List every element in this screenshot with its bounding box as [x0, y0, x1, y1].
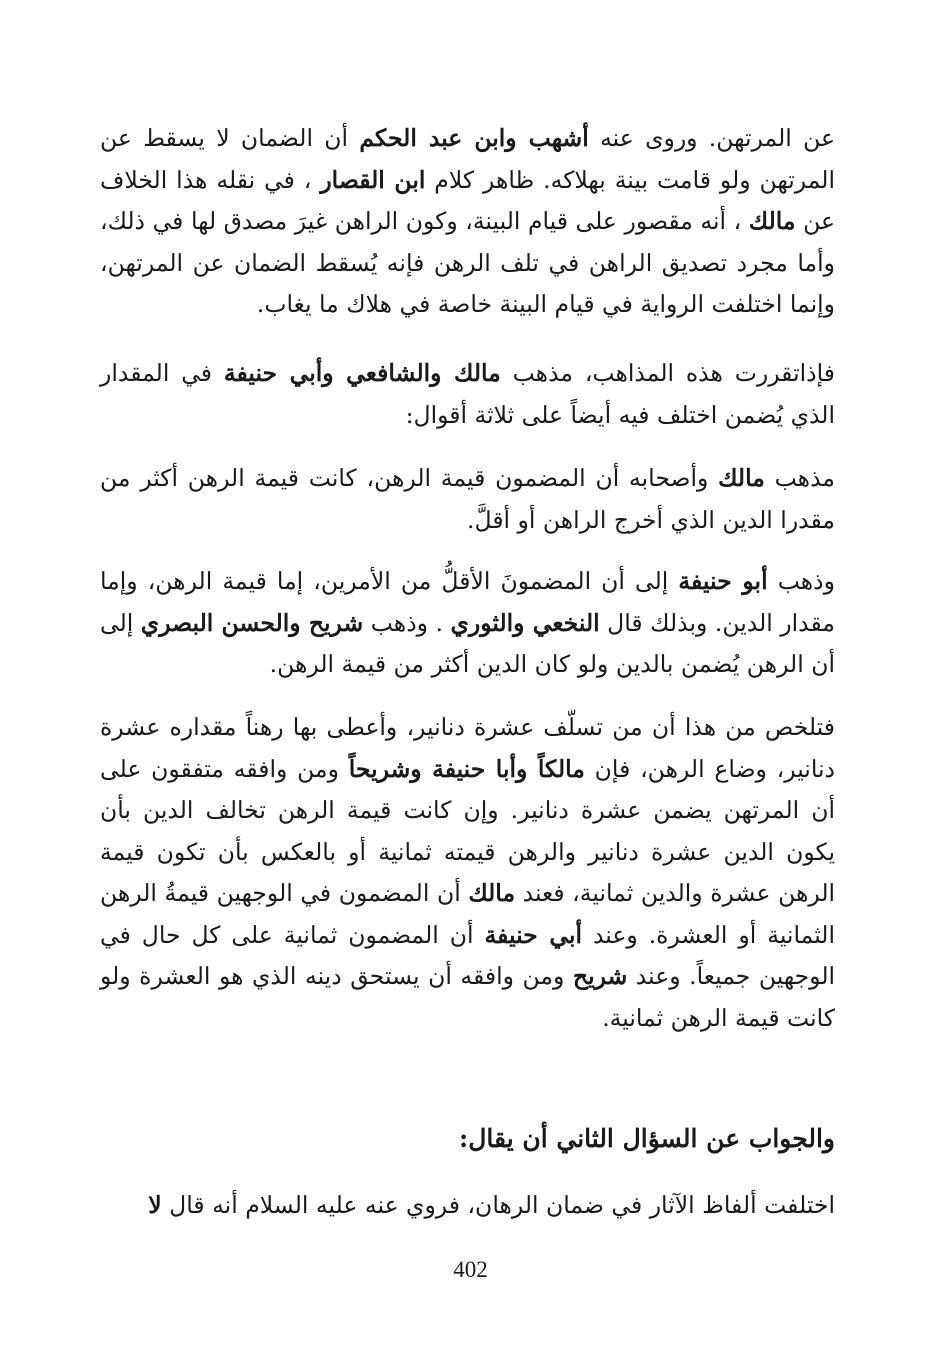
- text-segment: في المقدار الذي يُضمن اختلف فيه أيضاً على ثلاثة أقوال:: [100, 359, 835, 429]
- paragraph-2: [100, 353, 835, 436]
- text-segment: أن المضمون ثمانية على كل حال في الوجهين جميعاً. وعند: [100, 920, 836, 990]
- bold-name: مالكاً وأبا حنيفة وشريحاً: [348, 754, 585, 783]
- text-segment: مذهب: [764, 464, 835, 492]
- text-segment: وذهب: [767, 567, 835, 595]
- paragraph-6: [100, 1185, 835, 1227]
- bold-name: أبي حنيفة: [484, 920, 583, 949]
- text-segment: فتلخص من هذا أن من تسلّف عشرة دنانير، وأعطى بها رهناً مقداره عشرة دنانير، وضاع الرهن، فإن: [100, 713, 835, 783]
- text-segment: . وذهب: [363, 608, 451, 637]
- page-number: 402: [453, 1257, 488, 1282]
- text-segment: ، في نقله هذا الخلاف عن: [100, 165, 835, 235]
- text-segment: عن المرتهن. وروى عنه: [588, 124, 835, 152]
- text-segment: ومن وافقه متفقون على أن المرتهن يضمن عشرة دنانير. وإن كانت قيمة الرهن تخالف الدين بأن يكون الدين عشرة دنانير والرهن قيمته ثمانية أو بالعكس بأن تكون قيمة الرهن عشرة والدين ثمانية، فعند: [100, 754, 836, 907]
- bold-name: شريح والحسن البصري: [140, 608, 364, 637]
- text-segment: ، أنه مقصور على قيام البينة، وكون الراهن غيرَ مصدق لها في ذلك، وأما مجرد تصديق الراهن في تلف الرهن فإنه يُسقط الضمان عن المرتهن، وإنما اختلفت الرواية في قيام البينة خاصة في هلاك ما يغاب.: [100, 207, 835, 318]
- bold-name: مالك والشافعي وأبي حنيفة: [223, 359, 501, 387]
- text-segment: ومن وافقه أن يستحق دينه الذي هو العشرة ولو كانت قيمة الرهن ثمانية.: [100, 962, 835, 1032]
- bold-name: النخعي والثوري: [450, 608, 600, 637]
- text-segment: وأصحابه أن المضمون قيمة الرهن، كانت قيمة الرهن أكثر من مقدرا الدين الذي أخرج الراهن أو أقلَّ.: [100, 464, 835, 534]
- text-segment: إلى أن المضمونَ الأقلُّ من الأمرين، إما قيمة الرهن، وإما مقدار الدين. وبذلك قال: [100, 567, 835, 637]
- bold-name: شريح: [572, 962, 628, 990]
- bold-name: أشهب وابن عبد الحكم: [359, 124, 589, 152]
- section-heading: والجواب عن السؤال الثاني أن يقال:: [459, 1124, 835, 1153]
- text-segment: فإذاتقررت هذه المذاهب، مذهب: [500, 359, 835, 387]
- bold-name: مالك: [468, 879, 516, 907]
- bold-name: أبو حنيفة: [678, 567, 768, 595]
- bold-name: مالك: [718, 464, 765, 492]
- paragraph-4: [100, 561, 835, 686]
- text-segment: أن الضمان لا يسقط عن المرتهن ولو قامت بينة بهلاكه. ظاهر كلام: [100, 124, 835, 194]
- paragraph-1: [100, 118, 835, 326]
- text-segment: إلى أن الرهن يُضمن بالدين ولو كان الدين أكثر من قيمة الرهن.: [100, 608, 835, 678]
- text-segment: أن المضمون في الوجهين قيمةُ الرهن الثمانية أو العشرة. وعند: [100, 879, 835, 949]
- paragraph-5: [100, 707, 835, 1039]
- bold-name: مالك: [748, 207, 796, 235]
- text-segment: اختلفت ألفاظ الآثار في ضمان الرهان، فروي عنه عليه السلام أنه قال: [161, 1191, 835, 1219]
- bold-name: ابن القصار: [320, 165, 426, 194]
- bold-word: لا: [148, 1191, 162, 1219]
- paragraph-3: [100, 458, 835, 541]
